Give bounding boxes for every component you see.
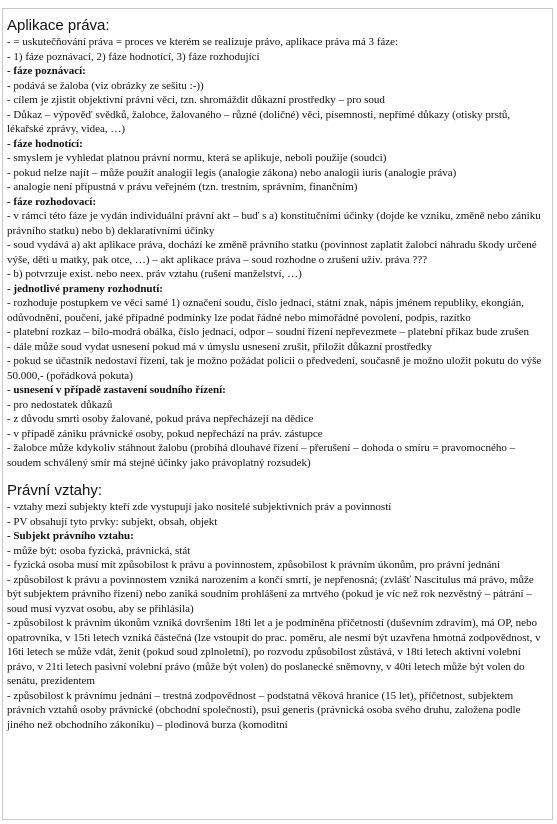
section-heading-pravni-vztahy: Právní vztahy: <box>7 482 103 499</box>
text-line: - PV obsahují tyto prvky: subjekt, obsah, objekt <box>7 515 218 528</box>
text-line: - cílem je zjistit objektivní právní věci, tzn. shromáždit důkazní prostředky – pro soud <box>7 94 385 106</box>
text-line: - žalobce může kdykoliv stáhnout žalobu (probíhá dlouhavé řízení – přerušení – dohoda o smíru = pravomocného – soudem schválený smír má stejné účinky jako právoplatný rozsudek) <box>7 442 516 469</box>
text-line: - z důvodu smrti osoby žalované, pokud práva nepřecházejí na dědice <box>7 413 314 425</box>
section-body-pravni-vztahy <box>7 500 548 732</box>
text-line: - rozhoduje postupkem ve věci samé 1) označení soudu, číslo jednací, státní znak, nápis jménem republiky, ekongián, odůvodnění, poučení, jaké případné podmínky lze podat řádné nebo mimořádné povolení, podpis, razítko <box>7 297 525 324</box>
section-body-aplikace-prava <box>7 35 548 470</box>
text-line: - může být: osoba fyzická, právnická, stát <box>7 544 191 557</box>
text-line: - dále může soud vydat usnesení pokud má v úmyslu usnesení zrušit, přiložit důkazní prostředky <box>7 340 432 353</box>
text-line: - způsobilost k právu a povinnostem vzniká narozením a končí smrtí, je nepřenosná; (zvlášť Nascitulus má právo, může být subjektem právního řízení) nebo zaniká soudním prohlášení za mrtvého (pokud je víc než rok nezvěstný – pátrání – soud musí vyzvat osobu, aby se přihlásila) <box>7 573 534 615</box>
text-line: - vztahy mezi subjekty kteří zde vystupují jako nositelé subjektivních práv a povinností <box>7 501 392 513</box>
text-line: - v rámci této fáze je vydán individuální právní akt – buď s a) konstitučními účinky (dojde ke vzniku, změně nebo zániku právního statku) nebo b) deklaratívními účinky <box>7 210 541 237</box>
text-line: - = uskutečňování práva = proces ve kterém se realizuje právo, aplikace práva má 3 fáze: <box>7 36 399 48</box>
text-line: - fyzická osoba musí mít způsobilost k právu a povinnostem, způsobilost k právním úkonům, pro právní jednání <box>7 559 501 571</box>
text-line: - platební rozkaz – bílo-modrá obálka, číslo jednací, odpor – soudní řízení nepřevezmete – platební příkaz bude zrušen <box>7 326 530 338</box>
subheading-faze-poznavaci: - fáze poznávací: <box>7 65 86 77</box>
subheading-faze-rozhodovaci: - fáze rozhodovací: <box>7 195 96 208</box>
subheading-usneseni-zastaveni: - usnesení v případě zastavení soudního řízení: <box>7 384 226 396</box>
document-page <box>2 8 553 820</box>
section-heading-aplikace-prava: Aplikace práva: <box>7 17 110 34</box>
text-line: - podává se žaloba (viz obrázky ze sešitu :-)) <box>7 79 204 92</box>
text-line: - analogie není přípustná v právu veřejném (tzn. trestním, správním, finančním) <box>7 181 358 193</box>
text-line: - smyslem je vyhledat platnou právní normu, která se aplikuje, neboli použije (soudci) <box>7 152 387 164</box>
text-line: - b) potvrzuje exist. nebo neex. práv vztahu (rušení manželství, …) <box>7 268 302 280</box>
text-line: - pokud nelze najít – může použít analogii legis (analogie zákona) nebo analogii iuris (analogie práva) <box>7 166 457 179</box>
text-line: - pro nedostatek důkazů <box>7 398 113 411</box>
text-line: - způsobilost k právním úkonům vzniká dovršením 18ti let a je podmíněna příčetností (duševním zdravím), má OP, nebo opatrovníka, v 15ti letech vzniká částečná (lze vstoupit do prac. poměru, ale nesmí být uzavřena hmotná zodpovědnost, v 16ti letech se může vdát, ženit (pokud soud zplnoletní), po rozvodu způsobilost zůstává, v 18ti letech aktivní volební právo, v 21ti letech pasivní volební právo (může být volen) do poslanecké sněmovny, v 40ti letech může být volen do senátu, prezidentem <box>7 617 541 687</box>
text-line: - v případě zániku právnické osoby, pokud nepřechází na práv. zástupce <box>7 427 323 440</box>
text-line: - Důkaz – výpověď svědků, žalobce, žalovaného – různé (doličné) věci, písemnosti, nepřímé důkazy (otisky prstů, lékařské zprávy, videa, …) <box>7 108 511 135</box>
text-line: - pokud se účastník nedostaví řízení, tak je možno požádat policii o předvedení, současně je možno uložit pokutu do výše 50.000,- (pořádková pokuta) <box>7 355 542 382</box>
subheading-jednotlive-prameny: - jednotlivé prameny rozhodnutí: <box>7 282 163 295</box>
text-line: - způsobilost k právnímu jednání – trestná zodpovědnost – podstatná věková hranice (15 let), příčetnost, subjektem právních vztahů osoby právnické (obchodní společnosti), psui generis (právnická osoba svého druhu, založena podle jiného než obchodního zákoníku) – plodinová burza (komoditní <box>7 689 521 731</box>
subheading-subjekt-pravniho-vztahu: - Subjekt právního vztahu: <box>7 530 134 542</box>
text-line: - 1) fáze poznávací, 2) fáze hodnotící, 3) fáze rozhodující <box>7 50 260 63</box>
subheading-faze-hodnotici: - fáze hodnotící: <box>7 137 83 150</box>
text-line: - soud vydává a) akt aplikace práva, dochází ke změně právního statku (povinnost zaplatit žalobci náhradu škody určené výše, děti u matky, pak otce, …) – akt aplikace práva – soud rozhodne o zrušení užív. práva ??? <box>7 239 537 266</box>
